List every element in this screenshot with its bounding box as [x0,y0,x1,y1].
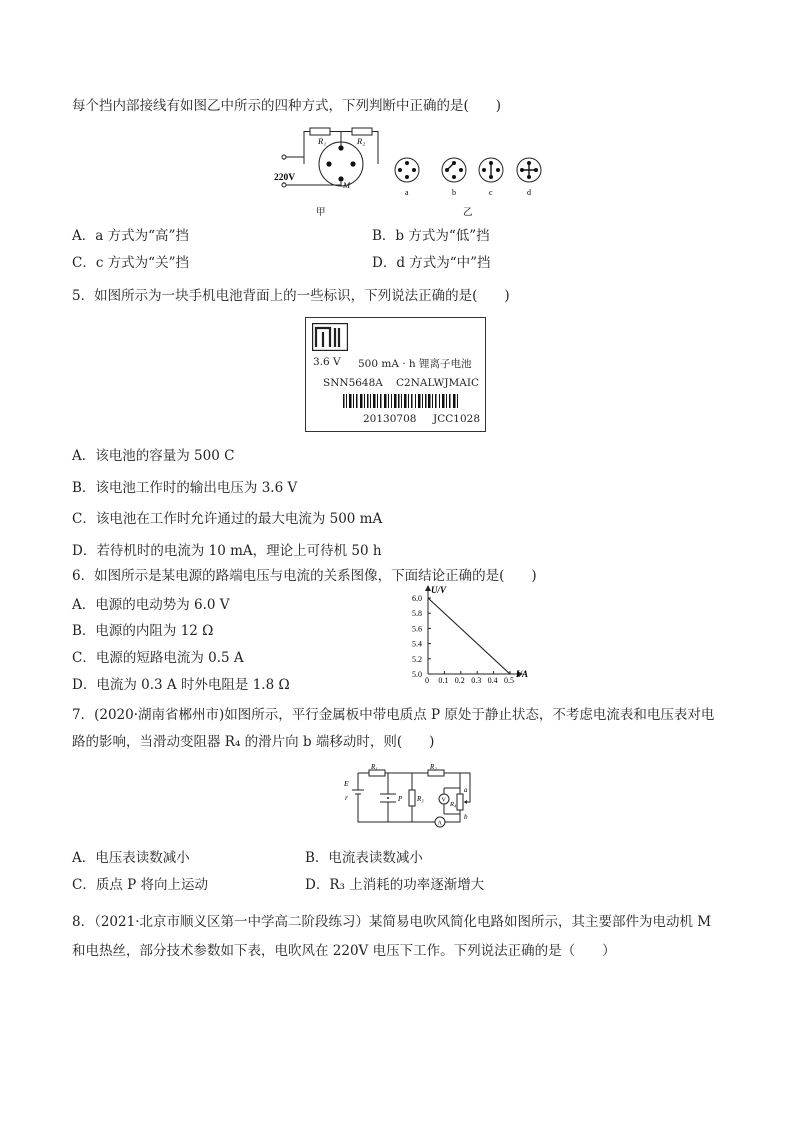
q7-label-r2: R₂ [430,764,437,771]
q4-label-c: c [489,188,493,197]
q6-stem: 6．如图所示是某电源的路端电压与电流的关系图像，下面结论正确的是( ) [72,568,537,584]
q6-option-b[interactable]: B．电源的内阻为 12 Ω [72,623,214,639]
q6-option-c[interactable]: C．电源的短路电流为 0.5 A [72,650,244,666]
q4-label-d: d [527,188,531,197]
q5-option-b[interactable]: B．该电池工作时的输出电压为 3.6 V [72,480,298,496]
q7-label-r: r [345,793,348,802]
q7-label-r4: R₄ [450,801,457,808]
q8-stem-line2: 和电热丝，部分技术参数如下表，电吹风在 220V 电压下工作。下列说法正确的是（ ） [72,943,616,959]
q8-stem-line1: 8．（2021·北京市顺义区第一中学高二阶段练习）某简易电吹风简化电路如图所示，其主要部件为电动机 M [72,914,712,930]
q5-stem: 5．如图所示为一块手机电池背面上的一些标识，下列说法正确的是( ) [72,288,510,304]
battery-code3: JCC1028 [433,413,480,425]
q4-label-r2: R₂ [357,136,366,146]
q7-label-v: V [441,797,446,804]
q4-label-b: b [452,188,456,197]
battery-barcode [343,394,461,408]
q4-option-b[interactable]: B．b 方式为“低”挡 [372,228,490,244]
q5-option-c[interactable]: C．该电池在工作时允许通过的最大电流为 500 mA [72,511,383,527]
q7-option-c[interactable]: C．质点 P 将向上运动 [72,877,208,893]
q7-label-e: E [344,779,349,788]
battery-label [305,317,486,432]
y-tick-label: 5.4 [412,639,422,649]
battery-date: 20130708 [363,413,417,425]
q4-stem: 每个挡内部接线有如图乙中所示的四种方式，下列判断中正确的是( ) [72,98,502,114]
q7-label-amp: A [437,820,442,827]
x-tick-label: 0 [425,676,429,685]
q7-label-r3: R₃ [417,795,424,803]
q4-figure [270,122,560,220]
q7-label-a: a [464,786,468,794]
x-tick-label: 0.4 [487,676,498,685]
q7-option-d[interactable]: D．R₃ 上消耗的功率逐渐增大 [305,877,485,893]
q6-option-d[interactable]: D．电流为 0.3 A 时外电阻是 1.8 Ω [72,677,290,693]
chart-x-label: I/A [516,669,529,679]
q4-option-a[interactable]: A．a 方式为“高”挡 [72,228,189,244]
q7-option-b[interactable]: B．电流表读数减小 [305,850,423,866]
y-tick-label: 5.8 [412,609,422,619]
q7-resistor-r4 [457,794,463,810]
chart-y-label: U/V [431,585,447,595]
q4-option-d[interactable]: D．d 方式为“中”挡 [372,255,491,271]
q6-option-a[interactable]: A．电源的电动势为 6.0 V [72,597,230,613]
x-tick-label: 0.5 [504,676,514,685]
q7-label-p: P [398,795,403,803]
q7-label-r1: R₁ [371,764,378,771]
battery-logo-icon [312,323,348,351]
x-tick-label: 0.1 [438,676,449,685]
y-tick-label: 5.0 [412,670,422,679]
x-tick-label: 0.3 [471,676,482,685]
series-line [428,598,510,674]
q4-label-yi: 乙 [463,208,473,218]
q4-option-c[interactable]: C．c 方式为“关”挡 [72,255,189,271]
q7-circuit [340,764,480,832]
q7-stem-line2: 路的影响，当滑动变阻器 R₄ 的滑片向 b 端移动时，则( ) [72,734,435,750]
q4-label-a: a [405,188,409,197]
y-tick-label: 5.2 [412,654,422,664]
ui-chart [384,583,544,691]
q4-label-jia: 甲 [316,208,326,218]
battery-capacity: 500 mA · h 锂离子电池 [358,358,472,370]
y-tick-label: 6.0 [412,594,422,603]
q4-label-r1: R₁ [318,136,327,146]
battery-code1: SNN5648A [323,377,383,389]
y-tick-label: 5.6 [412,624,422,634]
q4-resistor-r1 [310,128,330,135]
battery-code2: C2NALWJMAIC [396,377,480,389]
q4-label-220v: 220V [274,173,296,183]
q7-stem-line1: 7．(2020·湖南省郴州市)如图所示，平行金属板中带电质点 P 原处于静止状态，不考虑电流表和电压表对电 [72,707,715,723]
x-tick-label: 0.2 [454,676,465,685]
q5-option-a[interactable]: A．该电池的容量为 500 C [72,448,235,464]
battery-voltage: 3.6 V [313,356,341,368]
q4-resistor-r2 [352,128,372,135]
q7-label-b: b [464,813,468,821]
q7-option-a[interactable]: A．电压表读数减小 [72,850,190,866]
q4-label-m: M [343,180,351,190]
q5-option-d[interactable]: D．若待机时的电流为 10 mA，理论上可待机 50 h [72,543,382,559]
q7-resistor-r3 [409,790,415,806]
